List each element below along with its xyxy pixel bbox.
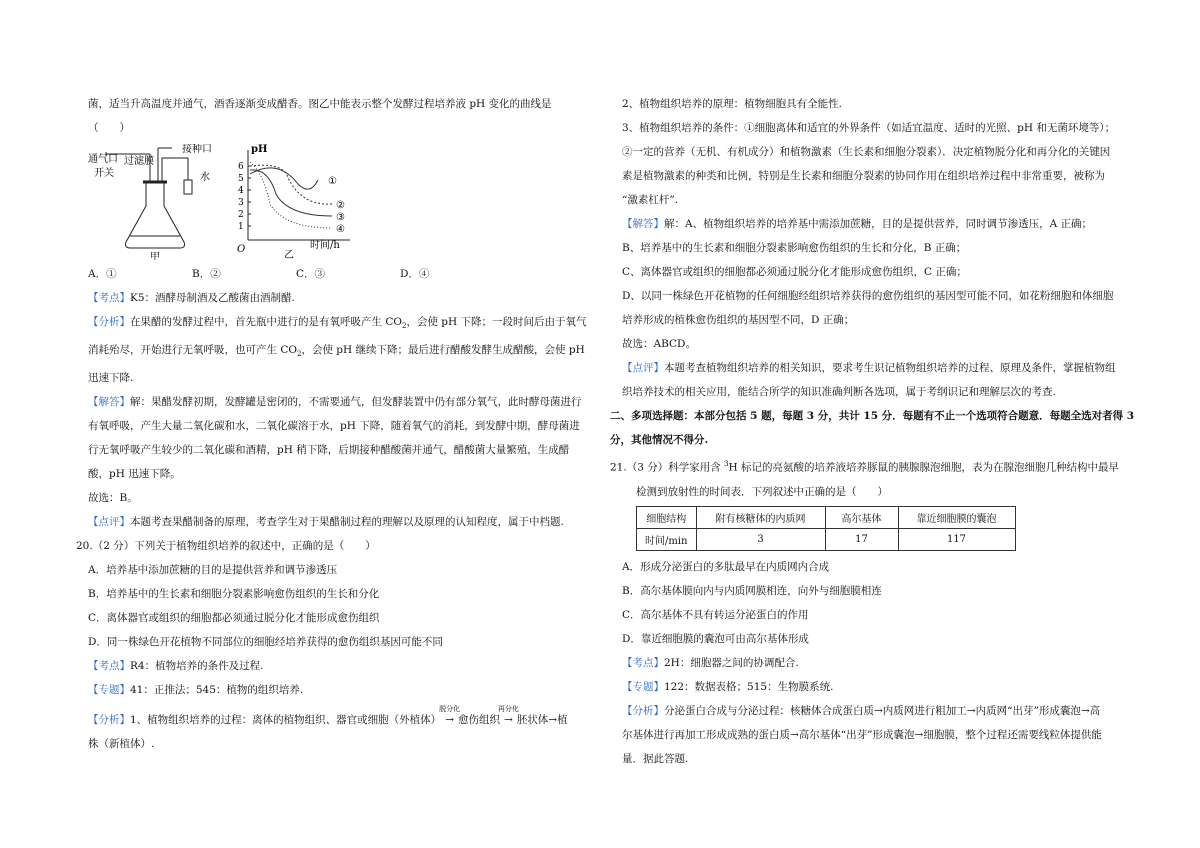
kaodian-tag: 【考点】: [88, 292, 130, 304]
q20-stem: 20.（2 分）下列关于植物组织培养的叙述中，正确的是（ ）: [76, 540, 376, 553]
dianping-tag: 【点评】: [622, 362, 664, 374]
q20-dianping-text-1: 本题考查植物组织培养的相关知识，要求考生识记植物组织培养的过程、原理及条件，掌握植物组: [664, 362, 1116, 374]
q19-fenxi-text-2b: ，会使 pH 继续下降；最后进行醋酸发酵生成醋酸，会使 pH: [301, 344, 585, 357]
dianping-tag: 【点评】: [88, 516, 130, 529]
q20-option-c[interactable]: C．离体器官或组织的细胞都必须通过脱分化才能形成愈伤组织: [88, 612, 380, 625]
curve-1-label: ①: [328, 176, 337, 187]
kaodian-tag: 【考点】: [622, 656, 664, 669]
table-header-cell: 靠近细胞膜的囊泡: [898, 506, 1015, 528]
kaodian-tag: 【考点】: [88, 660, 130, 673]
q20-option-a[interactable]: A．培养基中添加蔗糖的目的是提供营养和调节渗透压: [88, 564, 338, 577]
q20-dianping-line-1: [622, 356, 1132, 380]
fenxi-tag: 【分析】: [88, 714, 130, 727]
q19-answer-blank: （ ）: [88, 122, 130, 134]
q19-guxuan: 故选：B。: [88, 492, 138, 505]
yi-label: 乙: [284, 250, 294, 260]
q21-option-b[interactable]: B．高尔基体膜向内与内质网膜相连，向外与细胞膜相连: [622, 584, 882, 597]
section-header-line-2: 分，其他情况不得分.: [610, 434, 709, 446]
jieda-tag: 【解答】: [622, 218, 664, 230]
q19-option-c[interactable]: C．③: [296, 268, 326, 280]
q20-option-d[interactable]: D．同一株绿色开花植物不同部位的细胞经培养获得的愈伤组织基因可能不同: [88, 636, 443, 649]
q21-fenxi-line-3: 量．据此答题.: [622, 752, 689, 765]
zhuanti-tag: 【专题】: [622, 680, 664, 693]
q19-jieda-line-2: 有氧呼吸，产生大量二氧化碳和水，二氧化碳溶于水，pH 下降，随着氧气的消耗，到发酵中期，酵母菌进: [88, 420, 580, 433]
r-line-5: “激素杠杆”.: [622, 194, 679, 206]
q20-kaodian: [88, 654, 588, 678]
q19-dianping: [88, 510, 588, 534]
curve-2-label: ②: [336, 200, 345, 211]
q20-zhuanti-text: 41：正推法；545：植物的组织培养.: [130, 684, 304, 697]
right-column: [610, 92, 1135, 771]
q21-option-c[interactable]: C．高尔基体不具有转运分泌蛋白的作用: [622, 608, 809, 621]
inoculation-label: 接种口: [182, 144, 212, 155]
table-cell: 时间/min: [637, 528, 697, 550]
curve-3-label: ③: [336, 212, 345, 223]
fermentation-figure-svg: [88, 144, 358, 260]
ph-axis-label: pH: [251, 144, 268, 155]
switch-label: 开关: [94, 168, 114, 179]
q20-fenxi-line-2: 株（新植体）.: [88, 738, 155, 751]
q21-zhuanti: [622, 675, 1132, 699]
q20-kaodian-text: R4：植物培养的条件及过程.: [130, 660, 264, 673]
q20-guxuan: 故选：ABCD。: [622, 338, 696, 350]
arrow-label-1: 脱分化: [439, 705, 461, 714]
q21-kaodian: [622, 651, 1132, 675]
q20-fenxi-text-1c: 胚状体→植: [516, 714, 568, 727]
q21-fenxi-line-2: 尔基体进行再加工形成成熟的蛋白质→高尔基体“出芽”形成囊泡→细胞膜，整个过程还需要线粒体提供能: [622, 728, 1102, 741]
q21-stem-line-1: [610, 452, 1132, 480]
q21-fenxi-line-1: [622, 699, 1132, 723]
q19-option-b[interactable]: B．②: [192, 268, 221, 280]
q20-jieda-line-1: [622, 212, 1132, 236]
q19-fenxi-line-1: [88, 310, 588, 338]
time-axis-label: 时间/h: [310, 240, 340, 251]
q19-jieda-text-1: 解：果醋发酵初期，发酵罐是密闭的，不需要通气，但发酵装置中仍有部分氧气，此时酵母菌进行: [130, 396, 582, 409]
q20-fenxi-text-1b: 愈伤组织: [458, 714, 500, 727]
q21-fenxi-text-1: 分泌蛋白合成与分泌过程：核糖体合成蛋白质→内质网进行粗加工→内质网“出芽”形成囊泡→高: [664, 704, 1101, 717]
q19-fenxi-text-2a: 消耗殆尽，开始进行无氧呼吸，也可产生 CO: [88, 344, 297, 357]
r-line-3: ②一定的营养（无机、有机成分）和植物激素（生长素和细胞分裂素）．决定植物脱分化和再分化的关键因: [622, 146, 1111, 158]
table-cell: 17: [825, 528, 898, 550]
q19-kaodian-text: K5：酒酵母制酒及乙酸菌由酒制醋.: [130, 292, 295, 304]
table-header-cell: 附有核糖体的内质网: [696, 506, 825, 528]
q19-kaodian: [88, 286, 588, 310]
q19-fenxi-line-3: 迅速下降.: [88, 372, 134, 385]
q20-fenxi-text-1a: 1、植物组织培养的过程：离体的植物组织、器官或细胞（外植体）: [130, 714, 442, 727]
arrow-dedifferentiation: 脱分化 →: [441, 708, 458, 732]
arrow-label-2: 再分化: [497, 705, 519, 714]
origin-label: O: [237, 244, 246, 255]
table-row: [637, 528, 1016, 550]
q21-stem-text-1a: 21.（3 分）科学家用含: [610, 461, 725, 474]
q19-fenxi-text-1a: 在果醋的发酵过程中，首先瓶中进行的是有氧呼吸产生 CO: [130, 316, 402, 328]
q20-option-b[interactable]: B．培养基中的生长素和细胞分裂素影响愈伤组织的生长和分化: [88, 588, 380, 601]
table-header-cell: 细胞结构: [637, 506, 697, 528]
ph-tick-label: 6: [238, 162, 244, 172]
arrow-redifferentiation: 再分化 →: [500, 708, 517, 732]
ph-tick-label: 1: [238, 222, 244, 232]
q19-option-d[interactable]: D．④: [400, 268, 430, 280]
left-column: [76, 92, 588, 756]
water-label: 水: [200, 172, 210, 183]
q21-kaodian-text: 2H：细胞器之间的协调配合.: [664, 656, 799, 669]
subscript-2: 2: [296, 350, 302, 359]
q19-options: [88, 262, 588, 286]
ph-tick-label: 5: [238, 174, 244, 184]
r-line-1: 2、植物组织培养的原理：植物细胞具有全能性.: [622, 98, 843, 110]
subscript-2: 2: [401, 322, 407, 331]
q20-jieda-line-5: 培养形成的植株愈伤组织的基因型不同，D 正确；: [622, 314, 855, 326]
ph-graph: [237, 144, 350, 260]
q19-jieda-line-3: 行无氧呼吸产生较少的二氧化碳和酒精，pH 稍下降，后期接种醋酸菌并通气，醋酸菌大量繁殖，生成醋: [88, 444, 570, 457]
filter-label: 过滤膜: [124, 156, 154, 167]
q21-zhuanti-text: 122：数据表格；515：生物膜系统.: [664, 680, 834, 693]
q20-jieda-line-2: B、培养基中的生长素和细胞分裂素影响愈伤组织的生长和分化，B 正确；: [622, 242, 967, 254]
ph-tick-label: 2: [238, 210, 244, 220]
q20-jieda-line-3: C、离体器官或组织的细胞都必须通过脱分化才能形成愈伤组织，C 正确；: [622, 266, 967, 278]
q21-option-d[interactable]: D．靠近细胞膜的囊泡可由高尔基体形成: [622, 632, 809, 645]
r-line-2: 3、植物组织培养的条件：①细胞离体和适宜的外界条件（如适宜温度、适时的光照、pH 和无菌环境等）；: [622, 122, 1116, 134]
jia-label: 甲: [150, 252, 160, 260]
curve-4: [250, 162, 332, 228]
r-line-4: 素是植物激素的种类和比例，特别是生长素和细胞分裂素的协同作用在组织培养过程中非常重要，被称为: [622, 170, 1105, 182]
fenxi-tag: 【分析】: [88, 316, 130, 328]
vent-label: 通气口: [88, 154, 118, 165]
table-cell: 117: [898, 528, 1015, 550]
section-header-line-1: 二、多项选择题：本部分包括 5 题，每题 3 分，共计 15 分．每题有不止一个选项符合题意．每题全选对者得 3: [610, 410, 1135, 422]
q19-jieda-line-1: [88, 390, 588, 414]
q20-jieda-line-4: D、以同一株绿色开花植物的任何细胞经组织培养获得的愈伤组织的基因型可能不同，如花粉细胞和体细胞: [622, 290, 1114, 302]
q21-stem-text-1b: H 标记的亮氨酸的培养液培养豚鼠的胰腺腺泡细胞，表为在腺泡细胞几种结构中最早: [728, 461, 1120, 474]
q19-fenxi-text-1b: ，会使 pH 下降；一段时间后由于氧气: [406, 316, 587, 328]
q20-jieda-text-1: 解：A、植物组织培养的培养基中需添加蔗糖，目的是提供营养，同时调节渗透压，A 正确；: [664, 218, 1093, 230]
jieda-tag: 【解答】: [88, 396, 130, 409]
fenxi-tag: 【分析】: [622, 704, 664, 717]
q21-table: [636, 506, 1016, 551]
table-header-row: [637, 506, 1016, 528]
q21-option-a[interactable]: A．形成分泌蛋白的多肽最早在内质网内合成: [622, 560, 830, 573]
superscript-3: 3: [724, 460, 729, 468]
curve-4-label: ④: [336, 224, 345, 235]
q20-dianping-line-2: 织培养技术的相关应用，能结合所学的知识准确判断各选项，属于考纲识记和理解层次的考查.: [622, 386, 1056, 398]
q19-continuation: 菌，适当升高温度并通气，酒香逐渐变成醋香。图乙中能表示整个发酵过程培养液 pH 变化的曲线是: [88, 98, 552, 110]
table-cell: 3: [696, 528, 825, 550]
zhuanti-tag: 【专题】: [88, 684, 130, 697]
q19-option-a[interactable]: A．①: [88, 268, 117, 280]
ph-tick-label: 3: [238, 198, 244, 208]
q19-fenxi-line-2: [88, 338, 588, 366]
q21-stem-line-2: 检测到放射性的时间表．下列叙述中正确的是（ ）: [636, 485, 888, 498]
ph-ticks: [238, 162, 251, 232]
q20-fenxi-line-1: [88, 705, 588, 732]
ph-tick-label: 4: [238, 186, 244, 196]
fermentation-figure: [88, 144, 588, 260]
curve-2: [250, 165, 332, 204]
q19-dianping-text: 本题考查果醋制备的原理，考查学生对于果醋制过程的理解以及原理的认知程度，属于中档题.: [130, 516, 564, 529]
table-header-cell: 高尔基体: [825, 506, 898, 528]
q19-jieda-line-4: 酸，pH 迅速下降。: [88, 468, 181, 481]
